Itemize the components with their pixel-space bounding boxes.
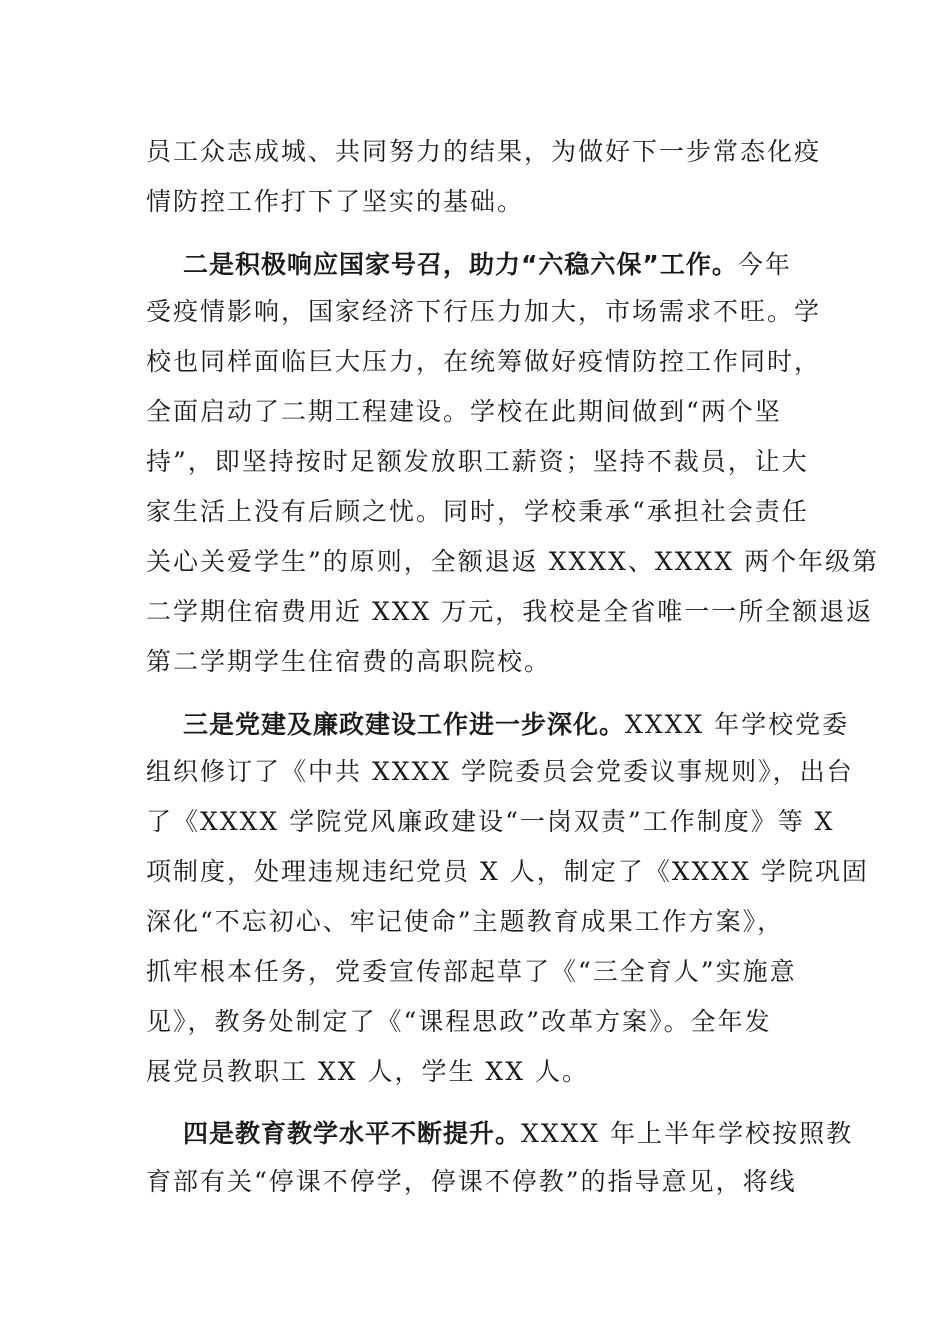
paragraph-lead-line [183,700,850,750]
line-text: 组织修订了《中共 XXXX 学院委员会党委议事规则》，出台 [146,757,854,786]
line-text: 二学期住宿费用近 XXX 万元，我校是全省唯一一所全额退返 [146,597,874,626]
line-text: 全面启动了二期工程建设。学校在此期间做到“两个坚 [146,397,782,426]
line-text: 了《XXXX 学院党风廉政建设“一岗双责”工作制度》等 X [146,807,835,836]
paragraph-heading: 二是积极响应国家号召，助力“六稳六保”工作。 [183,250,738,279]
text-line [146,337,822,387]
text-line [146,747,854,797]
text-line [146,387,806,437]
line-text: 第二学期学生住宿费的高职院校。 [146,647,552,676]
text-line [146,177,806,227]
line-text: 项制度，处理违规违纪党员 X 人，制定了《XXXX 学院巩固 [146,857,869,886]
paragraph-heading: 四是教育教学水平不断提升。 [183,1119,522,1148]
line-text: 员工众志成城、共同努力的结果，为做好下一步常态化疫 [146,137,822,166]
paragraph-lead-line [183,1109,854,1159]
text-line [146,487,809,537]
text-line [146,437,809,487]
line-text: XXXX 年学校党委 [625,710,850,739]
text-line [146,1157,806,1207]
line-text: 展党员教职工 XX 人，学生 XX 人。 [146,1057,589,1086]
text-line [146,287,822,337]
line-text: 持”，即坚持按时足额发放职工薪资；坚持不裁员，让大 [146,447,809,476]
text-line [146,947,806,997]
text-line [146,847,869,897]
line-text: 关心关爱学生”的原则，全额退返 XXXX、XXXX 两个年级第 [146,547,880,576]
text-line [146,127,822,177]
text-line [146,997,806,1047]
line-text: 今年 [737,250,792,279]
line-text: 深化“不忘初心、牢记使命”主题教育成果工作方案》， [146,907,785,936]
text-line [146,897,806,947]
line-text: XXXX 年上半年学校按照教 [521,1119,854,1148]
text-line [146,797,835,847]
text-line [146,1047,806,1097]
line-text: 校也同样面临巨大压力，在统筹做好疫情防控工作同时， [146,347,822,376]
paragraph-heading: 三是党建及廉政建设工作进一步深化。 [183,710,626,739]
text-line [146,637,806,687]
text-line [146,537,880,587]
text-line [146,587,874,637]
line-text: 抓牢根本任务，党委宣传部起草了《“三全育人”实施意 [146,957,797,986]
line-text: 受疫情影响，国家经济下行压力加大，市场需求不旺。学 [146,297,822,326]
line-text: 家生活上没有后顾之忧。同时，学校秉承“承担社会责任 [146,497,809,526]
paragraph-lead-line [183,240,806,290]
line-text: 育部有关“停课不停学，停课不停教”的指导意见，将线 [146,1167,797,1196]
line-text: 见》，教务处制定了《“课程思政”改革方案》。全年发 [146,1007,772,1036]
line-text: 情防控工作打下了坚实的基础。 [146,187,525,216]
